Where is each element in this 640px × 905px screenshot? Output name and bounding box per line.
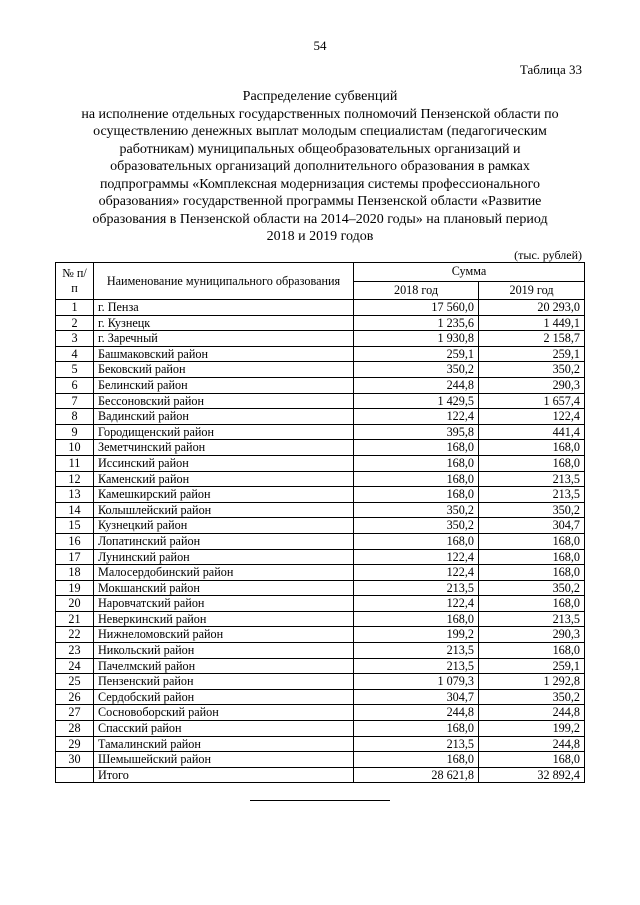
row-number: 19 xyxy=(56,580,94,596)
municipality-name: г. Заречный xyxy=(94,331,354,347)
table-row xyxy=(56,300,585,316)
sum-2019: 213,5 xyxy=(479,611,585,627)
row-number: 4 xyxy=(56,346,94,362)
municipality-name: Бессоновский район xyxy=(94,393,354,409)
table-row xyxy=(56,471,585,487)
sum-2019: 1 449,1 xyxy=(479,315,585,331)
sum-2019: 290,3 xyxy=(479,627,585,643)
sum-2019: 213,5 xyxy=(479,487,585,503)
table-row xyxy=(56,440,585,456)
title-line: Распределение субвенций xyxy=(242,89,398,104)
subsidy-table xyxy=(55,262,585,783)
sum-2018: 259,1 xyxy=(354,346,479,362)
table-row xyxy=(56,596,585,612)
sum-2018: 168,0 xyxy=(354,455,479,471)
table-row xyxy=(56,627,585,643)
table-row xyxy=(56,518,585,534)
sum-2019: 213,5 xyxy=(479,471,585,487)
sum-2018: 17 560,0 xyxy=(354,300,479,316)
sum-2018: 350,2 xyxy=(354,362,479,378)
table-row xyxy=(56,721,585,737)
table-row xyxy=(56,736,585,752)
municipality-name: Пачелмский район xyxy=(94,658,354,674)
municipality-name: Иссинский район xyxy=(94,455,354,471)
sum-2019: 350,2 xyxy=(479,580,585,596)
sum-2018: 244,8 xyxy=(354,705,479,721)
municipality-name: Пензенский район xyxy=(94,674,354,690)
municipality-name: Вадинский район xyxy=(94,409,354,425)
row-number: 20 xyxy=(56,596,94,612)
sum-2019: 290,3 xyxy=(479,377,585,393)
municipality-name: Земетчинский район xyxy=(94,440,354,456)
sum-2018: 168,0 xyxy=(354,752,479,768)
municipality-name: Башмаковский район xyxy=(94,346,354,362)
municipality-name: Лунинский район xyxy=(94,549,354,565)
row-number: 12 xyxy=(56,471,94,487)
row-number: 28 xyxy=(56,721,94,737)
sum-2019: 168,0 xyxy=(479,455,585,471)
municipality-name: г. Кузнецк xyxy=(94,315,354,331)
sum-2018: 199,2 xyxy=(354,627,479,643)
sum-2018: 395,8 xyxy=(354,424,479,440)
table-header-row xyxy=(56,263,585,282)
sum-2019: 168,0 xyxy=(479,549,585,565)
table-row xyxy=(56,658,585,674)
sum-2019: 259,1 xyxy=(479,658,585,674)
table-row xyxy=(56,502,585,518)
sum-2018: 350,2 xyxy=(354,518,479,534)
sum-2018: 122,4 xyxy=(354,565,479,581)
row-number: 15 xyxy=(56,518,94,534)
total-row xyxy=(56,767,585,783)
total-2018: 28 621,8 xyxy=(354,767,479,783)
table-row xyxy=(56,580,585,596)
municipality-name: Никольский район xyxy=(94,643,354,659)
table-row xyxy=(56,533,585,549)
sum-2019: 168,0 xyxy=(479,565,585,581)
row-number: 17 xyxy=(56,549,94,565)
table-row xyxy=(56,643,585,659)
header-sum: Сумма xyxy=(354,263,585,282)
document-title xyxy=(50,88,590,246)
sum-2018: 213,5 xyxy=(354,658,479,674)
municipality-name: Неверкинский район xyxy=(94,611,354,627)
table-row xyxy=(56,455,585,471)
row-number: 27 xyxy=(56,705,94,721)
row-number: 30 xyxy=(56,752,94,768)
total-row-number xyxy=(56,767,94,783)
total-label: Итого xyxy=(94,767,354,783)
row-number: 11 xyxy=(56,455,94,471)
table-row xyxy=(56,549,585,565)
sum-2018: 168,0 xyxy=(354,440,479,456)
sum-2019: 199,2 xyxy=(479,721,585,737)
row-number: 29 xyxy=(56,736,94,752)
sum-2019: 168,0 xyxy=(479,596,585,612)
sum-2018: 122,4 xyxy=(354,549,479,565)
sum-2018: 1 429,5 xyxy=(354,393,479,409)
municipality-name: Малосердобинский район xyxy=(94,565,354,581)
municipality-name: Лопатинский район xyxy=(94,533,354,549)
title-line: 2018 и 2019 годов xyxy=(266,229,374,244)
header-num: № п/п xyxy=(56,263,94,300)
sum-2019: 2 158,7 xyxy=(479,331,585,347)
sum-2019: 1 292,8 xyxy=(479,674,585,690)
row-number: 26 xyxy=(56,689,94,705)
municipality-name: Городищенский район xyxy=(94,424,354,440)
header-name: Наименование муниципального образования xyxy=(94,263,354,300)
sum-2019: 244,8 xyxy=(479,736,585,752)
municipality-name: Камешкирский район xyxy=(94,487,354,503)
sum-2019: 244,8 xyxy=(479,705,585,721)
row-number: 22 xyxy=(56,627,94,643)
sum-2019: 350,2 xyxy=(479,689,585,705)
table-row xyxy=(56,674,585,690)
row-number: 13 xyxy=(56,487,94,503)
table-row xyxy=(56,689,585,705)
title-line: образовательных организаций дополнительного образования в рамках xyxy=(110,159,530,174)
sum-2018: 1 235,6 xyxy=(354,315,479,331)
municipality-name: г. Пенза xyxy=(94,300,354,316)
row-number: 9 xyxy=(56,424,94,440)
row-number: 8 xyxy=(56,409,94,425)
table-row xyxy=(56,346,585,362)
sum-2018: 122,4 xyxy=(354,409,479,425)
sum-2018: 304,7 xyxy=(354,689,479,705)
title-line: образования» государственной программы Пензенской области «Развитие xyxy=(98,194,542,209)
sum-2019: 350,2 xyxy=(479,362,585,378)
municipality-name: Тамалинский район xyxy=(94,736,354,752)
sum-2019: 20 293,0 xyxy=(479,300,585,316)
table-body xyxy=(56,300,585,783)
units-note: (тыс. рублей) xyxy=(514,248,582,262)
municipality-name: Каменский район xyxy=(94,471,354,487)
municipality-name: Бековский район xyxy=(94,362,354,378)
sum-2018: 1 079,3 xyxy=(354,674,479,690)
sum-2019: 350,2 xyxy=(479,502,585,518)
table-row xyxy=(56,611,585,627)
table-row xyxy=(56,393,585,409)
table-row xyxy=(56,315,585,331)
municipality-name: Колышлейский район xyxy=(94,502,354,518)
sum-2019: 1 657,4 xyxy=(479,393,585,409)
sum-2018: 168,0 xyxy=(354,721,479,737)
row-number: 7 xyxy=(56,393,94,409)
municipality-name: Наровчатский район xyxy=(94,596,354,612)
table-row xyxy=(56,424,585,440)
row-number: 23 xyxy=(56,643,94,659)
sum-2018: 122,4 xyxy=(354,596,479,612)
table-row xyxy=(56,409,585,425)
sum-2018: 168,0 xyxy=(354,471,479,487)
title-line: осуществлению денежных выплат молодым специалистам (педагогическим xyxy=(93,124,547,139)
municipality-name: Сердобский район xyxy=(94,689,354,705)
table-row xyxy=(56,487,585,503)
municipality-name: Спасский район xyxy=(94,721,354,737)
municipality-name: Мокшанский район xyxy=(94,580,354,596)
row-number: 18 xyxy=(56,565,94,581)
sum-2019: 441,4 xyxy=(479,424,585,440)
sum-2019: 168,0 xyxy=(479,643,585,659)
sum-2019: 304,7 xyxy=(479,518,585,534)
row-number: 16 xyxy=(56,533,94,549)
sum-2019: 168,0 xyxy=(479,533,585,549)
sum-2019: 122,4 xyxy=(479,409,585,425)
table-label: Таблица 33 xyxy=(519,62,582,77)
table-row xyxy=(56,377,585,393)
sum-2018: 168,0 xyxy=(354,611,479,627)
row-number: 2 xyxy=(56,315,94,331)
municipality-name: Кузнецкий район xyxy=(94,518,354,534)
sum-2018: 213,5 xyxy=(354,736,479,752)
sum-2018: 350,2 xyxy=(354,502,479,518)
footer-divider xyxy=(250,800,390,801)
table-row xyxy=(56,362,585,378)
sum-2018: 168,0 xyxy=(354,487,479,503)
sum-2019: 168,0 xyxy=(479,752,585,768)
table-row xyxy=(56,705,585,721)
table-row xyxy=(56,331,585,347)
sum-2018: 213,5 xyxy=(354,643,479,659)
page-number: 54 xyxy=(313,38,327,53)
title-line: подпрограммы «Комплексная модернизация системы профессионального xyxy=(99,176,541,192)
row-number: 10 xyxy=(56,440,94,456)
row-number: 6 xyxy=(56,377,94,393)
row-number: 1 xyxy=(56,300,94,316)
row-number: 21 xyxy=(56,611,94,627)
municipality-name: Шемышейский район xyxy=(94,752,354,768)
sum-2018: 168,0 xyxy=(354,533,479,549)
header-year-2018: 2018 год xyxy=(354,281,479,300)
row-number: 25 xyxy=(56,674,94,690)
row-number: 5 xyxy=(56,362,94,378)
row-number: 3 xyxy=(56,331,94,347)
title-line: на исполнение отдельных государственных полномочий Пензенской области по xyxy=(81,106,559,122)
total-2019: 32 892,4 xyxy=(479,767,585,783)
row-number: 14 xyxy=(56,502,94,518)
sum-2018: 244,8 xyxy=(354,377,479,393)
sum-2019: 259,1 xyxy=(479,346,585,362)
sum-2018: 1 930,8 xyxy=(354,331,479,347)
sum-2018: 213,5 xyxy=(354,580,479,596)
row-number: 24 xyxy=(56,658,94,674)
sum-2019: 168,0 xyxy=(479,440,585,456)
title-line: работникам) муниципальных общеобразовательных организаций и xyxy=(119,141,521,157)
title-line: образования в Пензенской области на 2014–2020 годы» на плановый период xyxy=(92,211,548,227)
municipality-name: Нижнеломовский район xyxy=(94,627,354,643)
table-row xyxy=(56,752,585,768)
table-row xyxy=(56,565,585,581)
municipality-name: Сосновоборский район xyxy=(94,705,354,721)
municipality-name: Белинский район xyxy=(94,377,354,393)
header-year-2019: 2019 год xyxy=(479,281,585,300)
